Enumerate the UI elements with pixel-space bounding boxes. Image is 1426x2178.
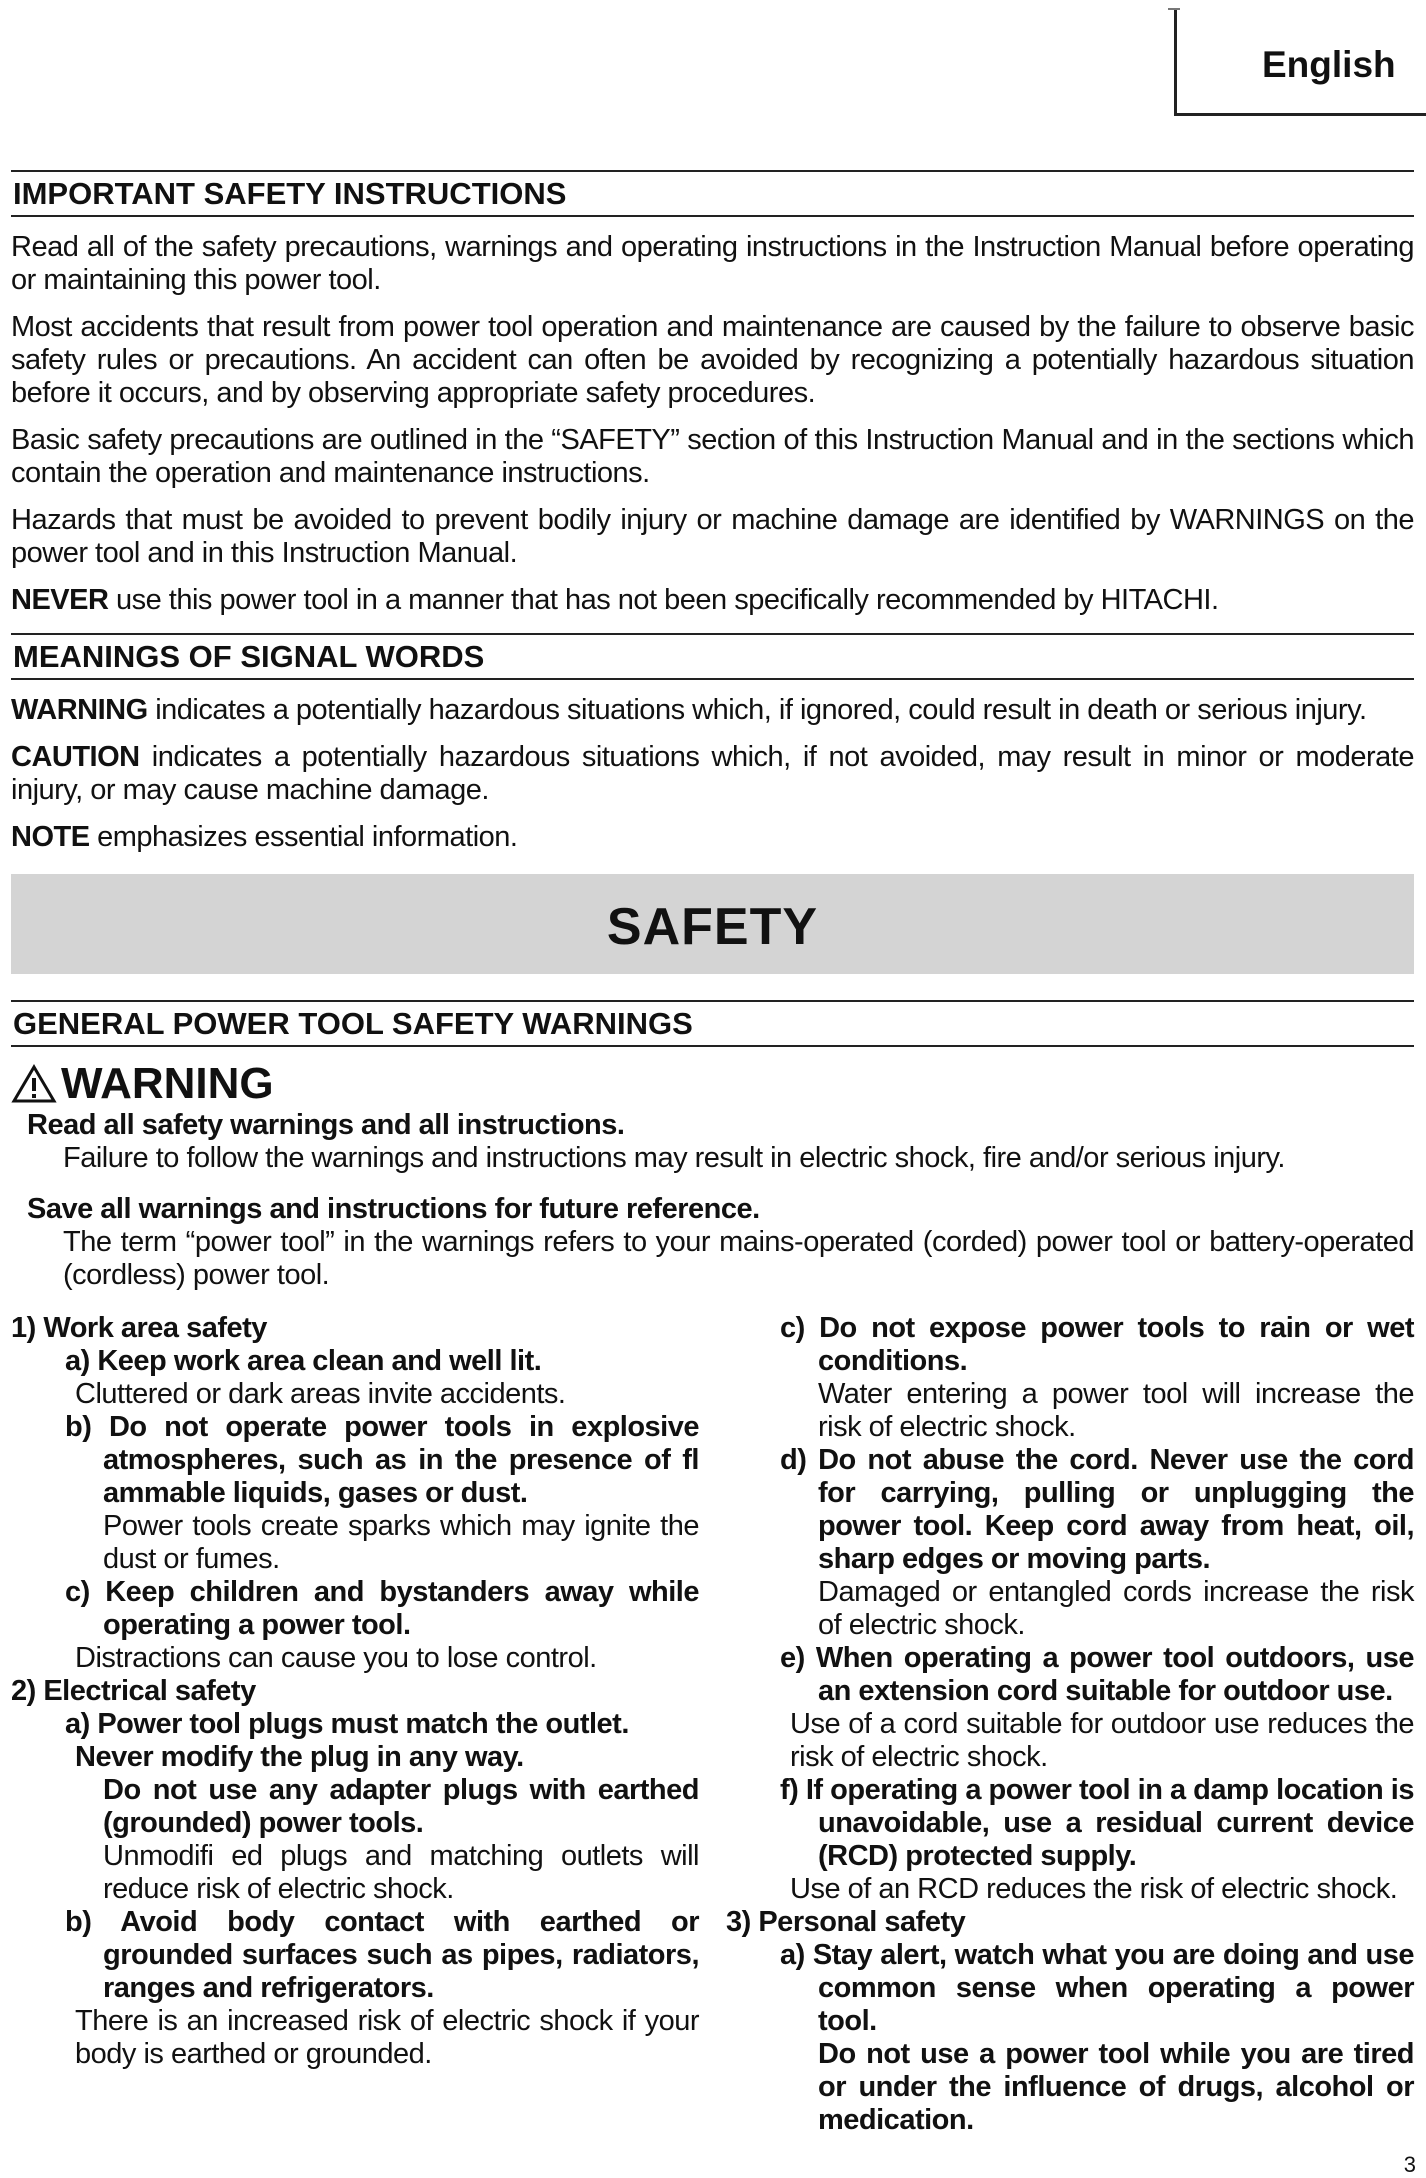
signal-words-heading: MEANINGS OF SIGNAL WORDS bbox=[11, 633, 1414, 680]
warning-definition: indicates a potentially hazardous situations which, if ignored, could result in death or serious injury. bbox=[147, 694, 1367, 726]
important-p4: Hazards that must be avoided to prevent bodily injury or machine damage are identified by WARNINGS on the power tool and in this Instruction Manual. bbox=[11, 504, 1414, 569]
left-column bbox=[11, 1312, 699, 2137]
electrical-e-text: Use of a cord suitable for outdoor use reduces the risk of electric shock. bbox=[790, 1708, 1414, 1773]
work-area-a: a) Keep work area clean and well lit. bbox=[65, 1345, 542, 1377]
work-area-c-text: Distractions can cause you to lose control. bbox=[75, 1642, 597, 1674]
warning-heading bbox=[11, 1059, 1414, 1109]
electrical-b-text: There is an increased risk of electric shock if your body is earthed or grounded. bbox=[75, 2005, 699, 2070]
important-p2: Most accidents that result from power tool operation and maintenance are caused by the failure to observe basic safety rules or precautions. An accident can often be avoided by recognizing a potentially hazardous situation before it occurs, and by observing appropriate safety procedures. bbox=[11, 311, 1414, 409]
right-column bbox=[726, 1312, 1414, 2137]
signal-caution bbox=[11, 741, 1414, 807]
electrical-f: f) If operating a power tool in a damp location is unavoidable, use a residual current device (RCD) protected supply. bbox=[780, 1774, 1414, 1872]
caution-definition: indicates a potentially hazardous situations which, if not avoided, may result in minor or moderate injury, or may cause machine damage. bbox=[11, 741, 1414, 806]
personal-a: a) Stay alert, watch what you are doing and use common sense when operating a power tool. bbox=[780, 1939, 1414, 2037]
signal-note bbox=[11, 821, 1414, 854]
important-p3: Basic safety precautions are outlined in the “SAFETY” section of this Instruction Manual and in the sections which contain the operation and maintenance instructions. bbox=[11, 424, 1414, 489]
electrical-a: a) Power tool plugs must match the outlet. bbox=[65, 1708, 629, 1740]
work-area-b-text: Power tools create sparks which may ignite the dust or fumes. bbox=[103, 1510, 699, 1575]
work-area-a-text: Cluttered or dark areas invite accidents. bbox=[75, 1378, 566, 1410]
safety-banner: SAFETY bbox=[11, 874, 1414, 974]
page-content bbox=[11, 170, 1414, 2137]
never-label: NEVER bbox=[11, 584, 109, 616]
electrical-f-text: Use of an RCD reduces the risk of electric shock. bbox=[790, 1873, 1398, 1905]
electrical-d-text: Damaged or entangled cords increase the risk of electric shock. bbox=[818, 1576, 1414, 1641]
important-p5 bbox=[11, 584, 1414, 617]
two-column-body bbox=[11, 1312, 1414, 2137]
warning-heading-label: WARNING bbox=[61, 1059, 274, 1108]
electrical-safety-heading: 2) Electrical safety bbox=[11, 1675, 256, 1707]
work-area-c: c) Keep children and bystanders away while operating a power tool. bbox=[65, 1576, 699, 1641]
page-number: 3 bbox=[1403, 2152, 1416, 2177]
general-warnings-heading: GENERAL POWER TOOL SAFETY WARNINGS bbox=[11, 1000, 1414, 1047]
electrical-a-2: Never modify the plug in any way. bbox=[75, 1741, 524, 1773]
electrical-c: c) Do not expose power tools to rain or wet conditions. bbox=[780, 1312, 1414, 1377]
power-tool-term: The term “power tool” in the warnings refers to your mains-operated (corded) power tool or battery-operated (cordless) power tool. bbox=[63, 1226, 1414, 1291]
save-all-warnings: Save all warnings and instructions for future reference. bbox=[27, 1193, 760, 1225]
note-word: NOTE bbox=[11, 821, 90, 853]
electrical-a-text: Unmodifi ed plugs and matching outlets will reduce risk of electric shock. bbox=[103, 1840, 699, 1905]
note-definition: emphasizes essential information. bbox=[89, 821, 518, 853]
electrical-e: e) When operating a power tool outdoors, use an extension cord suitable for outdoor use. bbox=[780, 1642, 1414, 1707]
language-tab: English bbox=[1262, 44, 1396, 85]
personal-safety-heading: 3) Personal safety bbox=[726, 1906, 966, 1938]
important-p1: Read all of the safety precautions, warnings and operating instructions in the Instruction Manual before operating or maintaining this power tool. bbox=[11, 231, 1414, 296]
electrical-c-text: Water entering a power tool will increase the risk of electric shock. bbox=[818, 1378, 1414, 1443]
warning-triangle-icon bbox=[11, 1064, 57, 1104]
caution-word: CAUTION bbox=[11, 741, 140, 773]
personal-a-2: Do not use a power tool while you are tired or under the influence of drugs, alcohol or medication. bbox=[818, 2038, 1414, 2136]
failure-text: Failure to follow the warnings and instructions may result in electric shock, fire and/or serious injury. bbox=[63, 1142, 1285, 1174]
electrical-a-3: Do not use any adapter plugs with earthed (grounded) power tools. bbox=[103, 1774, 699, 1839]
read-all-warnings: Read all safety warnings and all instructions. bbox=[27, 1109, 625, 1141]
work-area-safety-heading: 1) Work area safety bbox=[11, 1312, 267, 1344]
never-text: use this power tool in a manner that has not been specifically recommended by HITACHI. bbox=[108, 584, 1219, 616]
warning-word: WARNING bbox=[11, 694, 148, 726]
work-area-b: b) Do not operate power tools in explosive atmospheres, such as in the presence of fl ammable liquids, gases or dust. bbox=[65, 1411, 699, 1509]
electrical-d: d) Do not abuse the cord. Never use the cord for carrying, pulling or unplugging the power tool. Keep cord away from heat, oil, sharp edges or moving parts. bbox=[780, 1444, 1414, 1575]
electrical-b: b) Avoid body contact with earthed or grounded surfaces such as pipes, radiators, ranges and refrigerators. bbox=[65, 1906, 699, 2004]
important-safety-heading: IMPORTANT SAFETY INSTRUCTIONS bbox=[11, 170, 1414, 217]
signal-warning bbox=[11, 694, 1414, 727]
